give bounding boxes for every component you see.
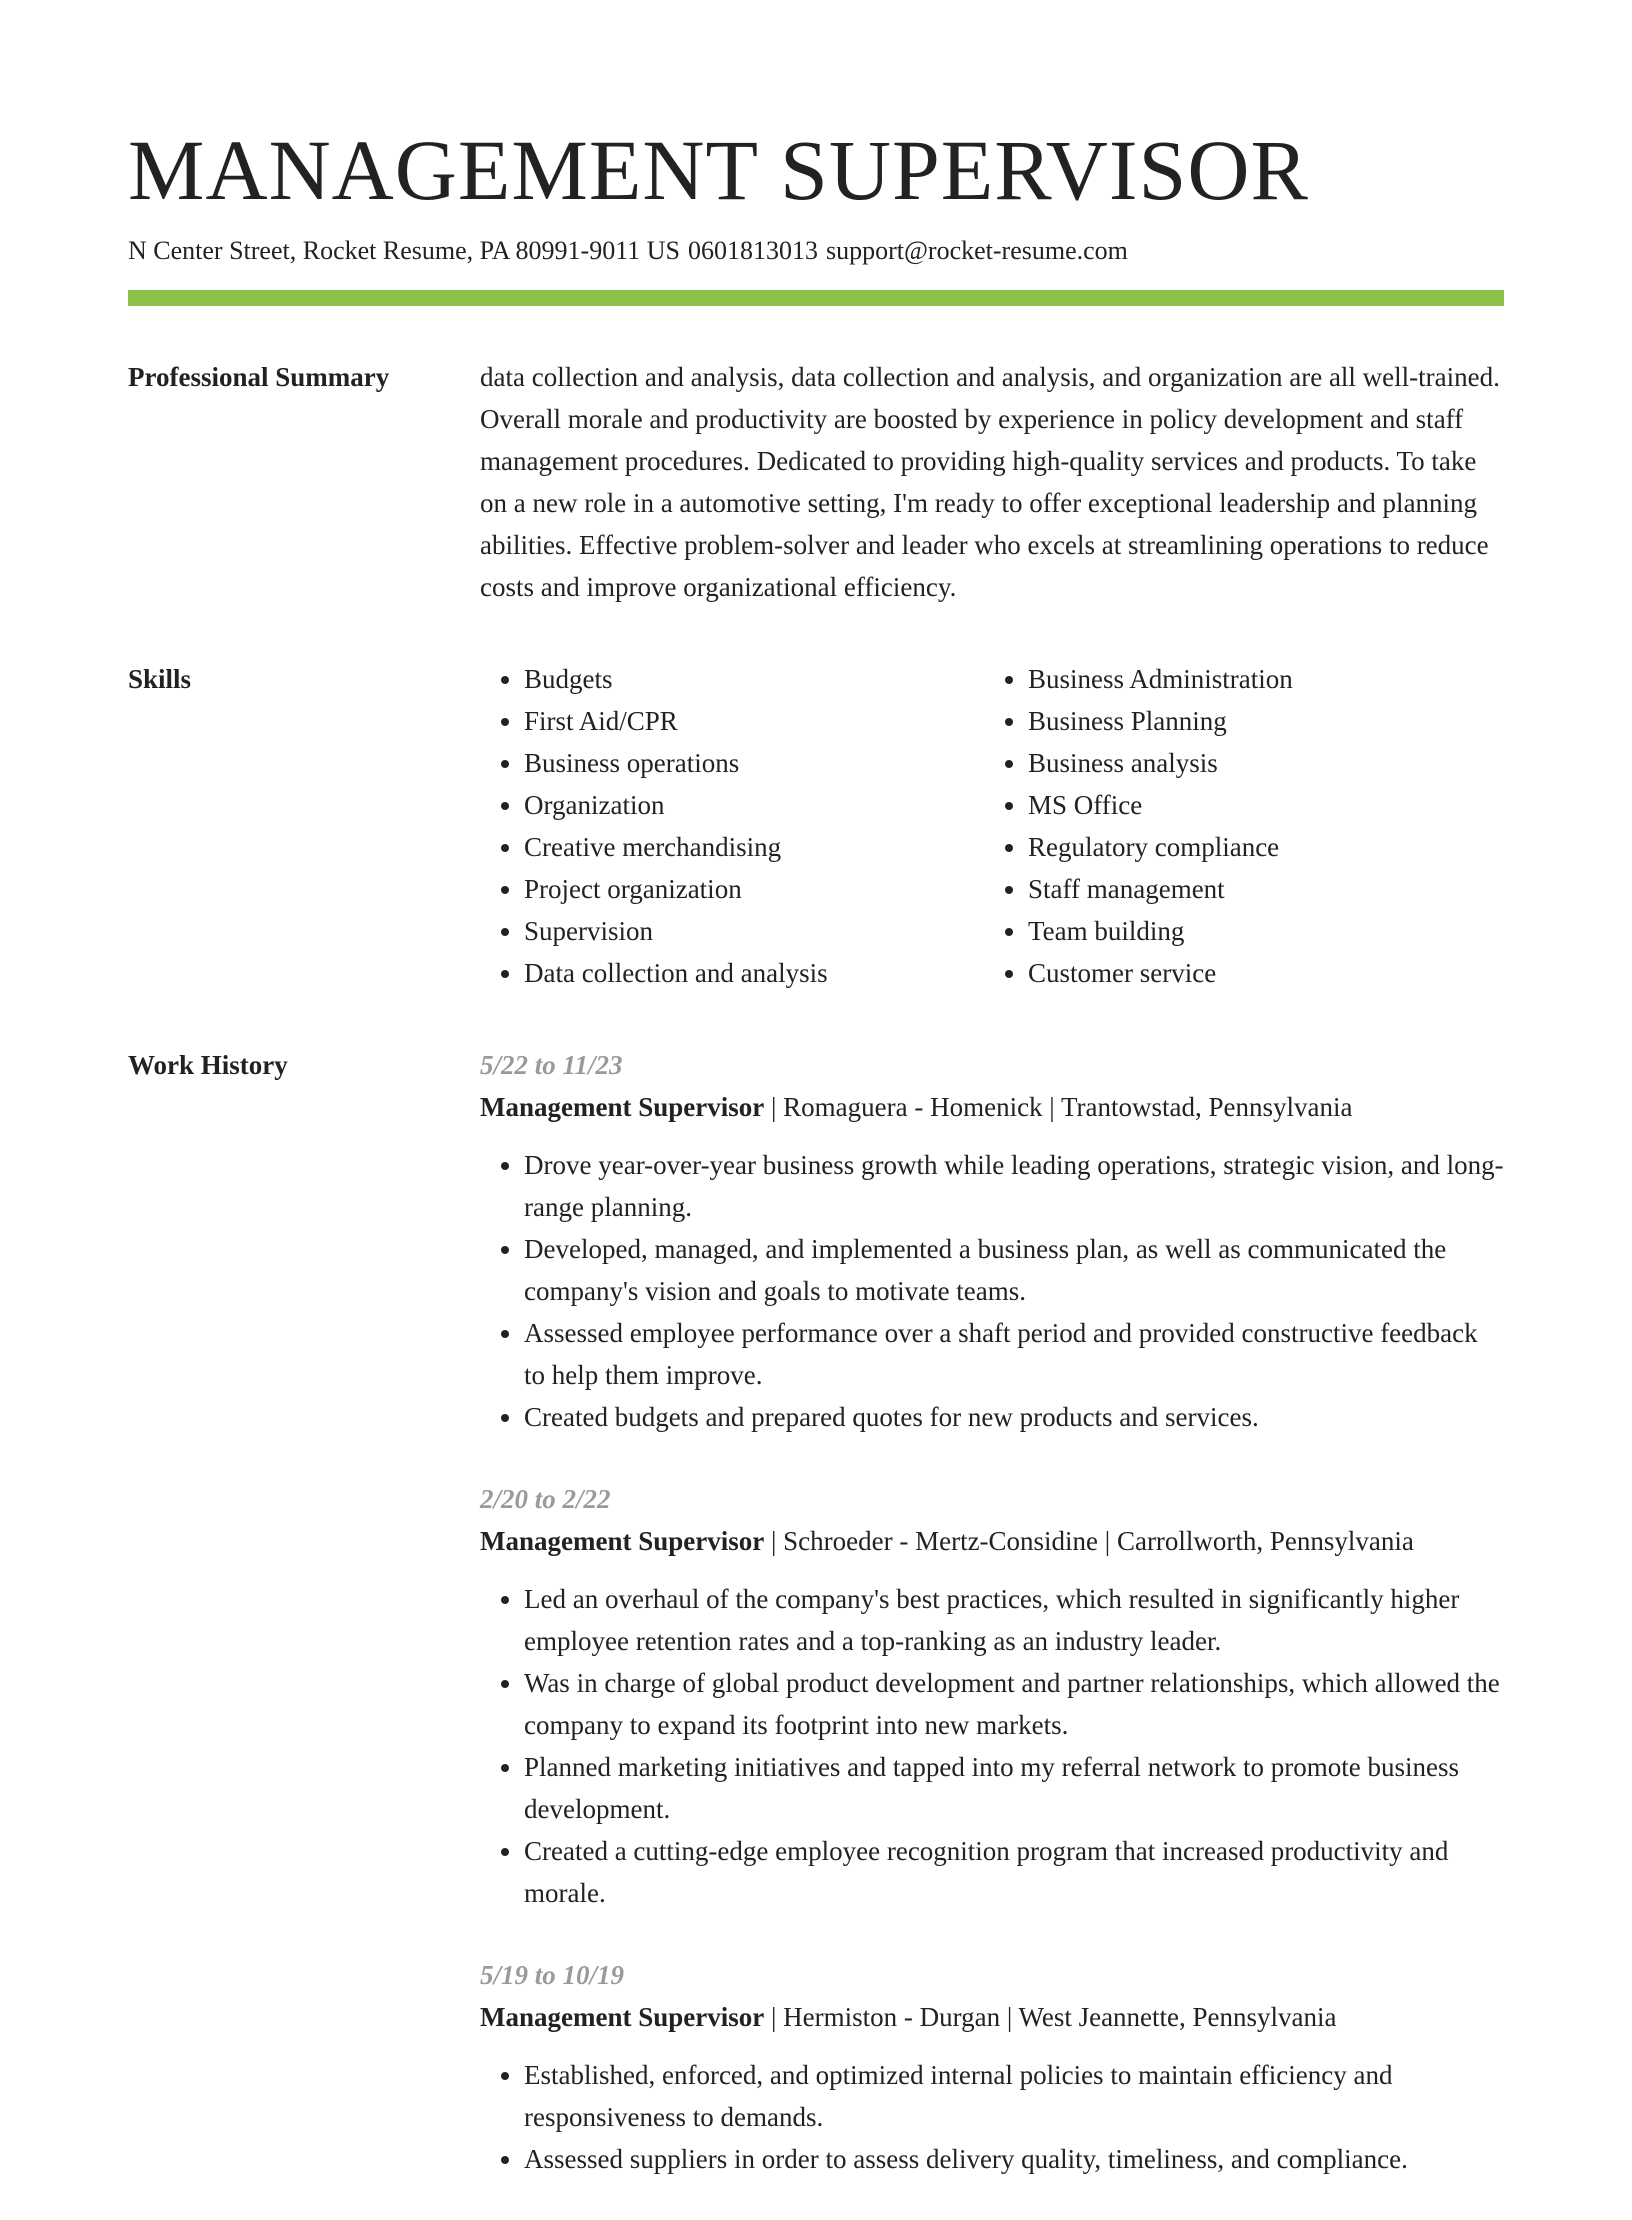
skill-item: • Business Administration <box>1028 658 1488 700</box>
skill-item: • Creative merchandising <box>524 826 984 868</box>
job-role: Management Supervisor <box>480 1092 765 1122</box>
skill-item: • MS Office <box>1028 784 1488 826</box>
job-title-line <box>480 1086 1504 1128</box>
job-entry <box>480 1478 1504 1914</box>
job-bullet: • Assessed employee performance over a shaft period and provided constructive feedback to help them improve. <box>524 1312 1504 1396</box>
summary-heading: Professional Summary <box>128 362 390 392</box>
job-bullet: • Assessed suppliers in order to assess delivery quality, timeliness, and compliance. <box>524 2138 1504 2180</box>
job-title-line <box>480 1996 1504 2038</box>
contact-email: support@rocket-resume.com <box>825 236 1128 265</box>
job-bullet: • Led an overhaul of the company's best practices, which resulted in significantly higher employee retention rates and a top-ranking as an industry leader. <box>524 1578 1504 1662</box>
work-history-heading: Work History <box>128 1050 288 1080</box>
summary-text: data collection and analysis, data collection and analysis, and organization are all well-trained. Overall morale and productivity are boosted by experience in policy development and staff management procedures. Dedicated to providing high-quality services and products. To take on a new role in a automotive setting, I'm ready to offer exceptional leadership and planning abilities. Effective problem-solver and leader who excels at streamlining operations to reduce costs and improve organizational efficiency. <box>480 362 1500 602</box>
contact-address: N Center Street, Rocket Resume, PA 80991-9011 US <box>128 236 680 265</box>
job-bullets <box>480 2054 1504 2180</box>
skills-list-left <box>480 658 984 994</box>
skill-item: • Budgets <box>524 658 984 700</box>
accent-divider <box>128 290 1504 306</box>
job-bullet: • Developed, managed, and implemented a business plan, as well as communicated the company's vision and goals to motivate teams. <box>524 1228 1504 1312</box>
job-entry <box>480 1044 1504 1438</box>
job-entry <box>480 1954 1504 2180</box>
skills-heading: Skills <box>128 664 192 694</box>
skills-list-right <box>984 658 1488 994</box>
job-details: | Schroeder - Mertz-Considine | Carrollworth, Pennsylvania <box>764 1526 1414 1556</box>
job-dates: 5/22 to 11/23 <box>480 1050 623 1080</box>
skill-item: • Staff management <box>1028 868 1488 910</box>
job-bullet: • Created budgets and prepared quotes for new products and services. <box>524 1396 1504 1438</box>
job-bullets <box>480 1578 1504 1914</box>
skill-item: • Project organization <box>524 868 984 910</box>
skill-item: • Business operations <box>524 742 984 784</box>
skills-section <box>128 658 1504 994</box>
skill-item: • Data collection and analysis <box>524 952 984 994</box>
skills-columns <box>480 658 1504 994</box>
job-bullet: • Established, enforced, and optimized internal policies to maintain efficiency and responsiveness to demands. <box>524 2054 1504 2138</box>
skill-item: • First Aid/CPR <box>524 700 984 742</box>
resume-page <box>128 0 1504 2220</box>
job-role: Management Supervisor <box>480 1526 765 1556</box>
skill-item: • Regulatory compliance <box>1028 826 1488 868</box>
skill-item: • Team building <box>1028 910 1488 952</box>
skill-item: • Business Planning <box>1028 700 1488 742</box>
job-bullets <box>480 1144 1504 1438</box>
job-bullet: • Drove year-over-year business growth while leading operations, strategic vision, and long-range planning. <box>524 1144 1504 1228</box>
summary-section <box>128 356 1504 608</box>
work-history-list <box>480 1044 1504 2220</box>
job-bullet: • Created a cutting-edge employee recognition program that increased productivity and morale. <box>524 1830 1504 1914</box>
skill-item: • Customer service <box>1028 952 1488 994</box>
skill-item: • Business analysis <box>1028 742 1488 784</box>
skill-item: • Supervision <box>524 910 984 952</box>
candidate-name: MANAGEMENT SUPERVISOR <box>128 122 1309 218</box>
job-bullet: • Was in charge of global product development and partner relationships, which allowed the company to expand its footprint into new markets. <box>524 1662 1504 1746</box>
job-role: Management Supervisor <box>480 2002 765 2032</box>
work-history-section <box>128 1044 1504 2220</box>
job-details: | Romaguera - Homenick | Trantowstad, Pennsylvania <box>764 1092 1353 1122</box>
job-bullet: • Planned marketing initiatives and tapped into my referral network to promote business development. <box>524 1746 1504 1830</box>
job-dates: 5/19 to 10/19 <box>480 1960 625 1990</box>
job-title-line <box>480 1520 1504 1562</box>
job-dates: 2/20 to 2/22 <box>480 1484 611 1514</box>
contact-phone: 0601813013 <box>687 236 818 265</box>
job-details: | Hermiston - Durgan | West Jeannette, Pennsylvania <box>764 2002 1337 2032</box>
skill-item: • Organization <box>524 784 984 826</box>
contact-line <box>128 234 1504 268</box>
